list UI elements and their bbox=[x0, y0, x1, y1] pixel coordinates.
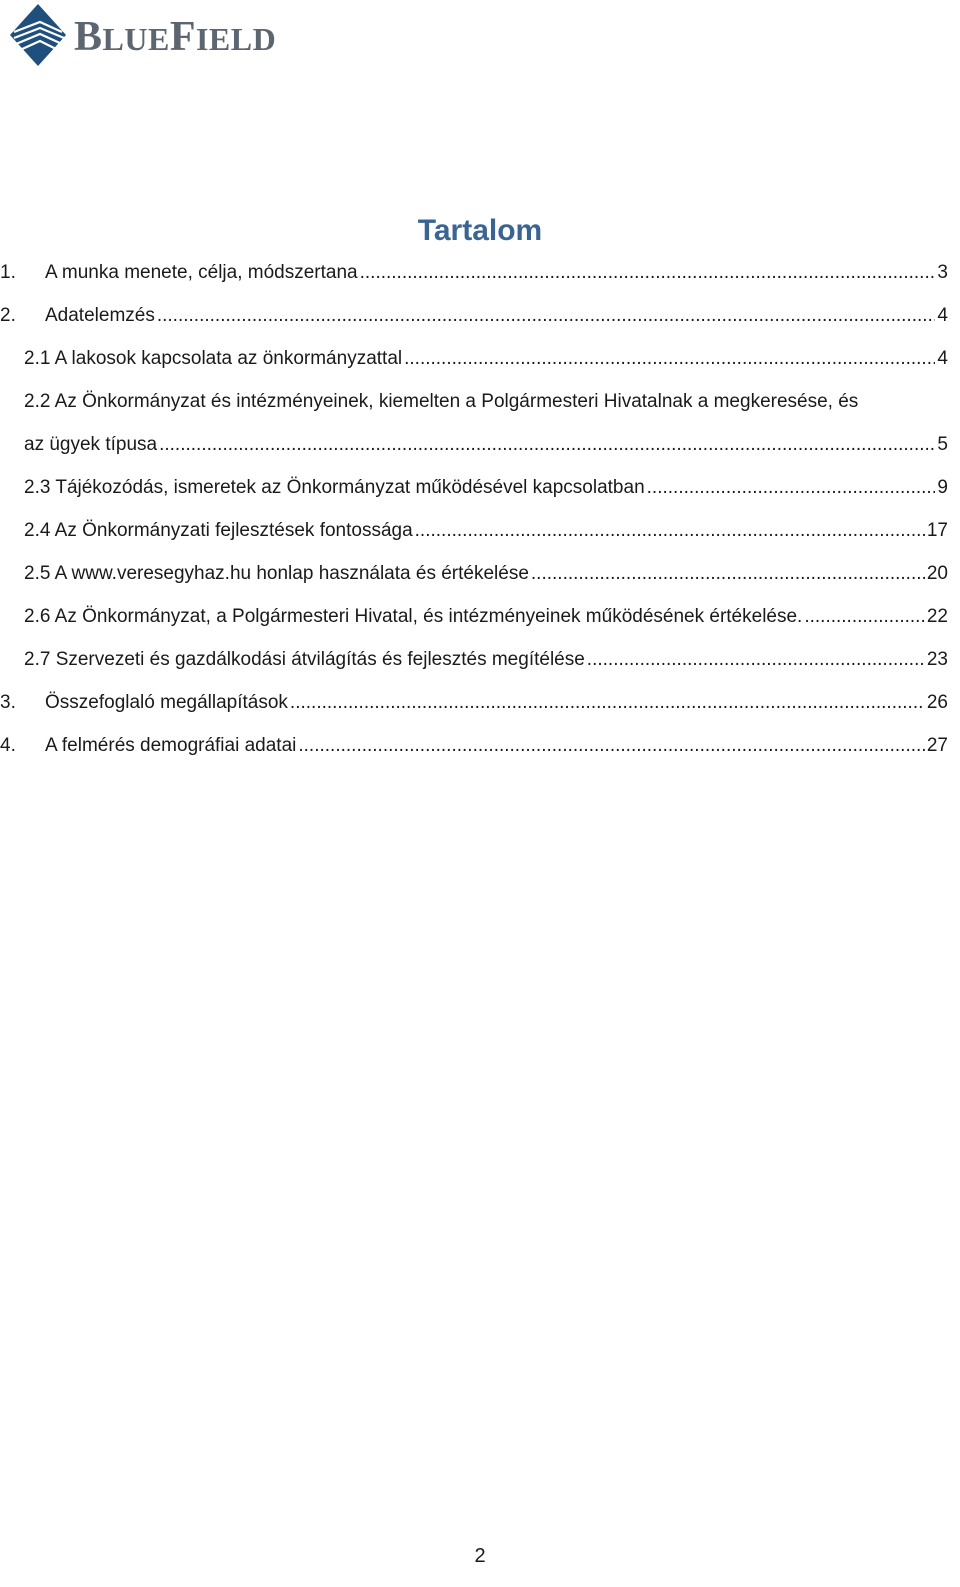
toc-entry-number: 2. bbox=[0, 305, 16, 326]
toc-entry-number: 3. bbox=[0, 692, 16, 713]
toc-entry-text: Összefoglaló megállapítások bbox=[45, 692, 288, 713]
toc-entry-2-6[interactable] bbox=[0, 603, 948, 646]
toc-leader-dots bbox=[804, 603, 925, 631]
toc-entry-3[interactable] bbox=[0, 689, 948, 732]
toc-entry-text: Adatelemzés bbox=[45, 305, 155, 326]
toc-entry-page: 4 bbox=[937, 305, 948, 326]
toc-leader-dots bbox=[157, 302, 936, 330]
toc-entry-page: 17 bbox=[926, 520, 948, 541]
bluefield-logo bbox=[8, 2, 276, 68]
toc-entry-text: A munka menete, célja, módszertana bbox=[45, 262, 358, 283]
toc-entry-text: 2.5 A www.veresegyhaz.hu honlap használata és értékelése bbox=[24, 563, 529, 584]
toc-leader-dots bbox=[360, 259, 936, 287]
toc-leader-dots bbox=[415, 517, 925, 545]
toc-title: Tartalom bbox=[417, 214, 543, 247]
toc-entry-page: 27 bbox=[926, 735, 948, 756]
toc-leader-dots bbox=[404, 345, 935, 373]
toc-entry-2[interactable] bbox=[0, 302, 948, 345]
toc-entry-text: 2.3 Tájékozódás, ismeretek az Önkormányzat működésével kapcsolatban bbox=[24, 477, 645, 498]
toc-entry-1[interactable] bbox=[0, 259, 948, 302]
toc-entry-number: 1. bbox=[0, 262, 16, 283]
toc-entry-4[interactable] bbox=[0, 732, 948, 775]
table-of-contents bbox=[0, 259, 948, 775]
toc-entry-page: 3 bbox=[937, 262, 948, 283]
logo-wordmark: BLUEFIELD bbox=[74, 14, 277, 60]
toc-entry-page: 26 bbox=[926, 692, 948, 713]
toc-entry-2-3[interactable] bbox=[0, 474, 948, 517]
toc-entry-text: 2.7 Szervezeti és gazdálkodási átvilágítás és fejlesztés megítélése bbox=[24, 649, 585, 670]
toc-leader-dots bbox=[298, 732, 924, 760]
toc-entry-text: 2.6 Az Önkormányzat, a Polgármesteri Hivatal, és intézményeinek működésének értékelése. bbox=[24, 606, 803, 627]
toc-entry-page: 5 bbox=[937, 434, 948, 455]
toc-entry-text: A felmérés demográfiai adatai bbox=[45, 735, 297, 756]
toc-leader-dots bbox=[159, 431, 935, 459]
toc-leader-dots bbox=[587, 646, 925, 674]
toc-leader-dots bbox=[531, 560, 925, 588]
toc-entry-2-4[interactable] bbox=[0, 517, 948, 560]
toc-entry-page: 20 bbox=[926, 563, 948, 584]
bluefield-logo-icon bbox=[8, 2, 68, 68]
toc-entry-text: 2.4 Az Önkormányzati fejlesztések fontossága bbox=[24, 520, 413, 541]
toc-entry-page: 4 bbox=[937, 348, 948, 369]
toc-entry-page: 9 bbox=[937, 477, 948, 498]
toc-entry-page: 22 bbox=[926, 606, 948, 627]
toc-entry-text-line1: 2.2 Az Önkormányzat és intézményeinek, kiemelten a Polgármesteri Hivatalnak a megkeresése, és bbox=[24, 391, 859, 412]
toc-entry-text: 2.1 A lakosok kapcsolata az önkormányzattal bbox=[24, 348, 403, 369]
toc-entry-number: 4. bbox=[0, 735, 16, 756]
toc-entry-page: 23 bbox=[926, 649, 948, 670]
toc-entry-2-7[interactable] bbox=[0, 646, 948, 689]
toc-leader-dots bbox=[647, 474, 936, 502]
page-number: 2 bbox=[474, 1545, 486, 1567]
toc-entry-2-5[interactable] bbox=[0, 560, 948, 603]
toc-leader-dots bbox=[290, 689, 925, 717]
toc-entry-2-2[interactable] bbox=[0, 388, 948, 474]
toc-entry-text-line2: az ügyek típusa bbox=[24, 434, 158, 455]
toc-entry-2-1[interactable] bbox=[0, 345, 948, 388]
